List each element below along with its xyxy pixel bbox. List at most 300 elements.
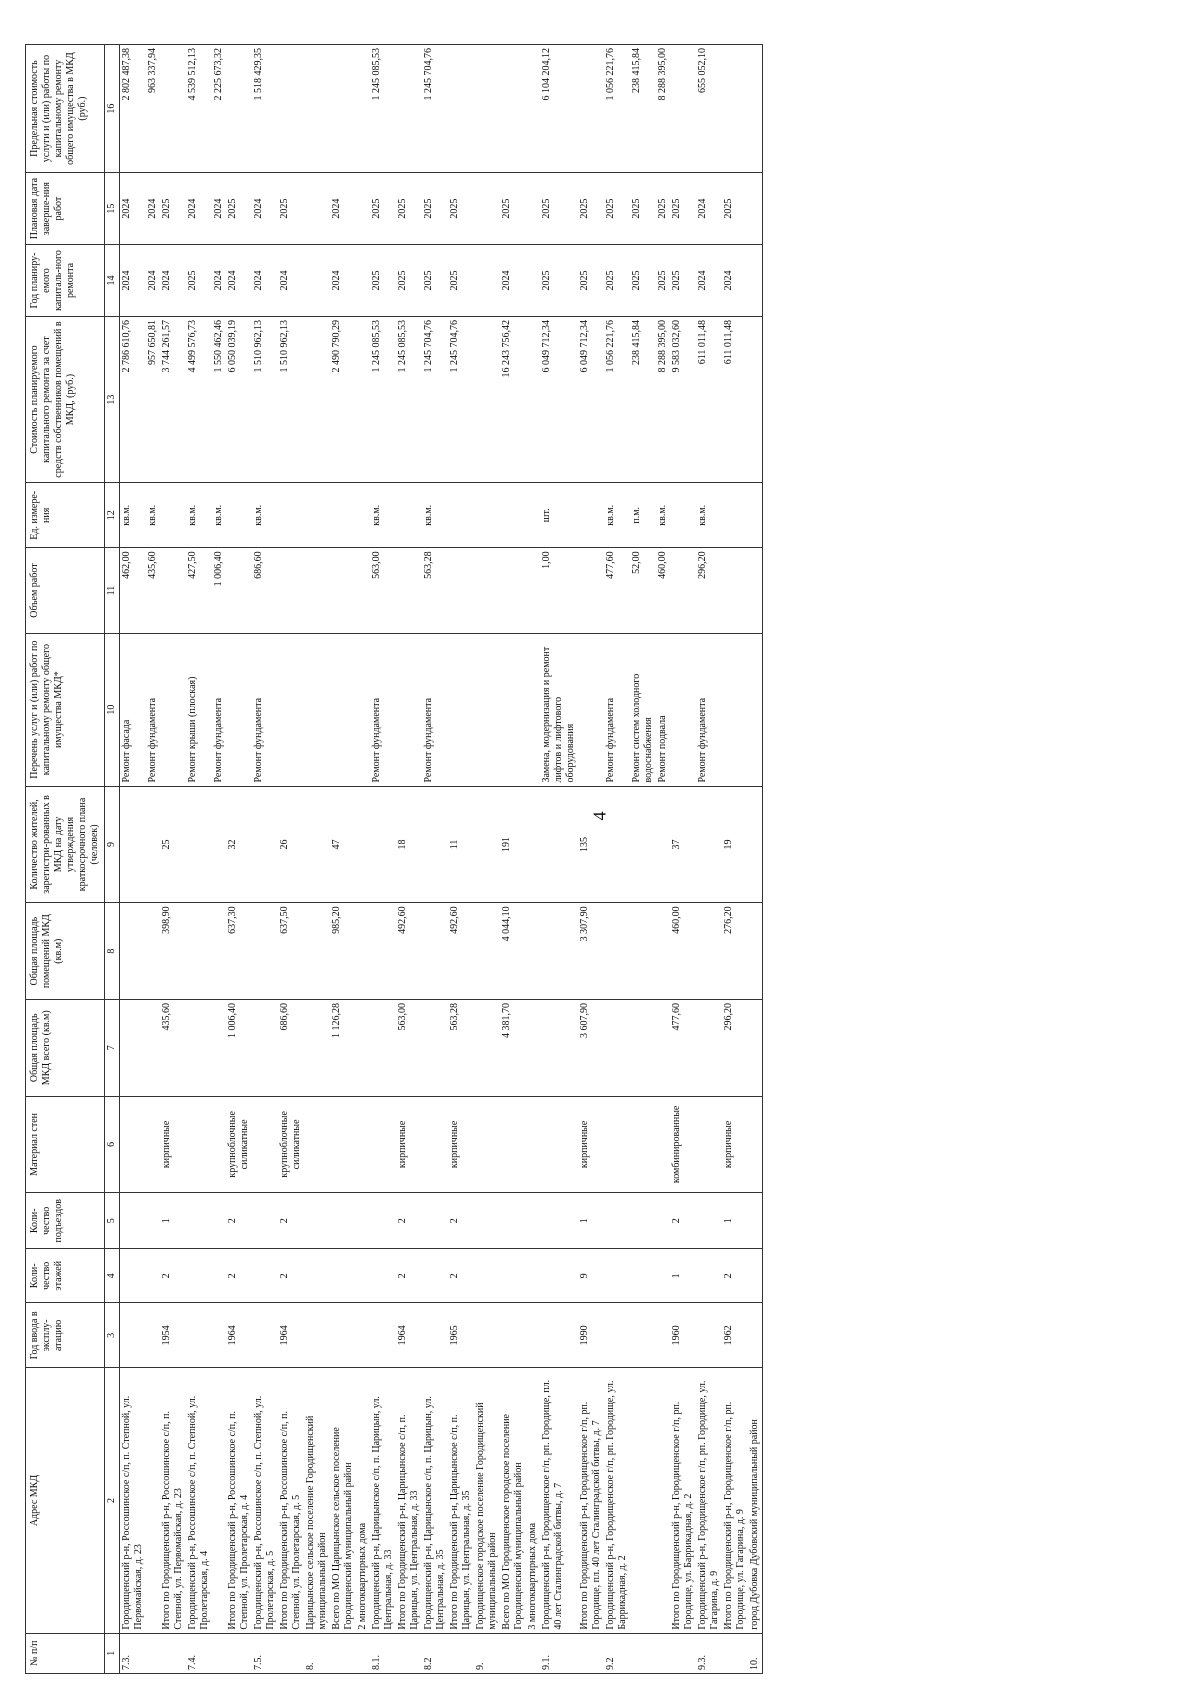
table-row [252, 44, 278, 1673]
table-row [448, 44, 474, 1673]
table-cell: 1 056 221,76 [604, 44, 630, 172]
table-cell [474, 44, 500, 172]
table-cell [146, 1302, 160, 1367]
table-cell: 2024 [212, 172, 226, 244]
column-header: Год планиру-емого капиталь-ного ремонта [26, 244, 105, 316]
table-cell [526, 1248, 540, 1302]
table-cell: 2024 [252, 172, 278, 244]
table-cell [748, 786, 763, 903]
table-cell [212, 1302, 226, 1367]
table-cell [370, 999, 396, 1096]
table-cell [474, 1302, 500, 1367]
table-cell [370, 1192, 396, 1248]
table-cell: Ремонт систем холодного водоснабжения [630, 633, 656, 786]
table-cell: 9. [474, 1633, 500, 1673]
table-cell: 2 [396, 1192, 422, 1248]
table-cell: Ремонт фундамента [252, 633, 278, 786]
table-cell: кв.м. [656, 482, 670, 547]
table-cell: 477,60 [604, 547, 630, 632]
table-cell [748, 172, 763, 244]
table-cell: 963 337,94 [146, 44, 160, 172]
table-cell: 1 245 085,53 [370, 316, 396, 482]
table-cell: 427,50 [186, 547, 212, 632]
table-cell: Ремонт фундамента [422, 633, 448, 786]
table-cell: 2 [278, 1248, 304, 1302]
table-cell [370, 1096, 396, 1193]
table-cell [540, 786, 578, 903]
table-cell [370, 786, 396, 903]
table-cell: 1 245 085,53 [370, 44, 396, 172]
table-cell [160, 44, 186, 172]
column-number: 6 [105, 1096, 120, 1193]
table-cell: 238 415,84 [630, 316, 656, 482]
table-cell: 2024 [252, 244, 278, 316]
table-cell [500, 633, 526, 786]
table-cell: 2024 [120, 244, 147, 316]
table-cell [474, 244, 500, 316]
table-cell: 1960 [670, 1302, 696, 1367]
table-cell [226, 482, 252, 547]
table-cell [422, 1248, 448, 1302]
table-cell: 6 049 712,34 [578, 316, 604, 482]
table-cell: 2024 [500, 244, 526, 316]
table-cell [526, 633, 540, 786]
table-cell [670, 44, 696, 172]
table-cell [304, 999, 330, 1096]
table-cell: 8.2 [422, 1633, 448, 1673]
table-cell: 19 [722, 786, 748, 903]
table-cell: 135 [578, 786, 604, 903]
table-cell: 686,60 [278, 999, 304, 1096]
table-cell [526, 44, 540, 172]
table-cell [160, 547, 186, 632]
table-cell: Итого по Городищенский р-н, Россошинское с/п, п. Степной, ул. Пролетарская, д. 5 [278, 1367, 304, 1632]
table-cell [670, 547, 696, 632]
table-cell [304, 547, 330, 632]
table-cell: Ремонт фундамента [146, 633, 160, 786]
table-cell [356, 1248, 370, 1302]
table-cell [526, 786, 540, 903]
table-cell [722, 1633, 748, 1673]
table-cell: Ремонт крыши (плоская) [186, 633, 212, 786]
table-cell [356, 1633, 370, 1673]
table-cell: 1 245 704,76 [448, 316, 474, 482]
table-cell [330, 1096, 356, 1193]
table-cell: 2 [670, 1192, 696, 1248]
table-cell [252, 786, 278, 903]
table-cell: 398,90 [160, 902, 186, 999]
table-cell: Итого по Городищенский р-н, Царицынское с/п, п. Царицын, ул. Центральная, д. 33 [396, 1367, 422, 1632]
table-cell [474, 316, 500, 482]
table-cell [604, 999, 630, 1096]
table-cell: 2 225 673,32 [212, 44, 226, 172]
table-cell: 492,60 [396, 902, 422, 999]
table-cell: 2025 [722, 172, 748, 244]
table-cell [500, 1248, 526, 1302]
table-cell [370, 1248, 396, 1302]
table-cell [304, 1302, 330, 1367]
table-cell [304, 1096, 330, 1193]
table-row [212, 44, 226, 1673]
table-cell: Городищенский р-н, Россошинское с/п, п. Степной, ул. Пролетарская, д. 5 [252, 1367, 278, 1632]
table-cell [474, 633, 500, 786]
table-row [604, 44, 630, 1673]
table-cell [722, 547, 748, 632]
table-cell [670, 1633, 696, 1673]
table-cell [748, 244, 763, 316]
table-cell [120, 902, 147, 999]
table-cell [696, 1192, 722, 1248]
table-cell [448, 44, 474, 172]
table-cell [356, 547, 370, 632]
table-cell: Городищенское городское поселение Городищенский муниципальный район [474, 1367, 500, 1632]
table-cell: Итого по Городищенский р-н, Россошинское с/п, п. Степной, ул. Пролетарская, д. 4 [226, 1367, 252, 1632]
table-cell [186, 1192, 212, 1248]
table-cell [304, 316, 330, 482]
table-cell [656, 1096, 670, 1193]
table-cell: 686,60 [252, 547, 278, 632]
table-cell [500, 1096, 526, 1193]
column-number: 7 [105, 999, 120, 1096]
table-cell: крупноблочные силикатные [278, 1096, 304, 1193]
table-cell: 26 [278, 786, 304, 903]
table-cell: 2025 [630, 172, 656, 244]
table-cell [526, 172, 540, 244]
table-cell [356, 244, 370, 316]
table-cell: 2 [448, 1248, 474, 1302]
table-cell: 957 650,81 [146, 316, 160, 482]
table-cell: 1,00 [540, 547, 578, 632]
column-header: Объем работ [26, 547, 105, 632]
table-cell [722, 44, 748, 172]
table-cell [356, 786, 370, 903]
table-cell [226, 1633, 252, 1673]
table-cell [526, 244, 540, 316]
table-cell: 2024 [330, 172, 356, 244]
column-header: Предельная стоимость услуги и (или) работы по капитальному ремонту общего имущества в МКД (руб.) [26, 44, 105, 172]
table-cell [526, 902, 540, 999]
table-cell: 4 539 512,13 [186, 44, 212, 172]
table-cell: Всего по МО Царицынское сельское поселение Городищенский муниципальный район [330, 1367, 356, 1632]
table-cell: 1 245 085,53 [396, 316, 422, 482]
table-cell [146, 786, 160, 903]
table-row [630, 44, 656, 1673]
table-cell: 238 415,84 [630, 44, 656, 172]
table-cell [578, 482, 604, 547]
column-number: 11 [105, 547, 120, 632]
table-cell: 1 [722, 1192, 748, 1248]
table-cell [146, 1367, 160, 1632]
page-number: 4 [589, 811, 610, 821]
table-cell [330, 547, 356, 632]
table-cell [304, 1192, 330, 1248]
table-cell: кв.м. [696, 482, 722, 547]
table-cell: 1 006,40 [226, 999, 252, 1096]
table-cell [578, 44, 604, 172]
table-cell [186, 1248, 212, 1302]
table-cell [146, 1096, 160, 1193]
table-cell: 655 052,10 [696, 44, 722, 172]
table-cell [526, 1302, 540, 1367]
table-cell: 296,20 [696, 547, 722, 632]
table-cell: 2024 [146, 244, 160, 316]
table-cell [186, 902, 212, 999]
table-cell [474, 902, 500, 999]
table-cell [160, 1633, 186, 1673]
table-cell [252, 999, 278, 1096]
table-cell [448, 633, 474, 786]
table-cell: 2025 [656, 172, 670, 244]
table-cell [252, 902, 278, 999]
table-cell: 2024 [160, 244, 186, 316]
table-cell: 1 245 704,76 [422, 44, 448, 172]
table-cell: 6 050 039,19 [226, 316, 252, 482]
table-cell: 2024 [696, 244, 722, 316]
table-cell [278, 482, 304, 547]
table-cell: кирпичные [722, 1096, 748, 1193]
column-number: 14 [105, 244, 120, 316]
table-row [278, 44, 304, 1673]
table-cell [696, 1302, 722, 1367]
table-cell [356, 172, 370, 244]
table-cell [748, 902, 763, 999]
table-cell [422, 1302, 448, 1367]
table-cell [396, 44, 422, 172]
table-cell [656, 1633, 670, 1673]
table-cell: 296,20 [722, 999, 748, 1096]
table-cell [448, 482, 474, 547]
table-cell: 25 [160, 786, 186, 903]
table-cell [474, 547, 500, 632]
table-row [370, 44, 396, 1673]
table-cell: 1990 [578, 1302, 604, 1367]
table-cell: 1 510 962,13 [278, 316, 304, 482]
table-cell: 276,20 [722, 902, 748, 999]
table-cell: 1 [578, 1192, 604, 1248]
table-cell [578, 547, 604, 632]
table-cell [356, 1302, 370, 1367]
table-cell [330, 1248, 356, 1302]
table-row [474, 44, 500, 1673]
table-cell: Городищенский р-н, Царицынское с/п, п. Царицын, ул. Центральная, д. 35 [422, 1367, 448, 1632]
table-cell: 2024 [226, 244, 252, 316]
table-cell: 2025 [278, 172, 304, 244]
table-cell [540, 1096, 578, 1193]
table-cell: Городищенский р-н, Городищенское г/п, рп. Городище, ул. Гагарина, д. 9 [696, 1367, 722, 1632]
table-cell: 2025 [226, 172, 252, 244]
table-cell [304, 482, 330, 547]
table-cell: Итого по Городищенский р-н, Царицынское с/п, п. Царицын, ул. Центральная, д. 35 [448, 1367, 474, 1632]
table-cell [526, 999, 540, 1096]
table-cell [748, 547, 763, 632]
column-number: 4 [105, 1248, 120, 1302]
table-cell: 2024 [120, 172, 147, 244]
table-cell [370, 902, 396, 999]
table-cell [526, 1096, 540, 1193]
table-cell [500, 1302, 526, 1367]
table-cell: кв.м. [252, 482, 278, 547]
table-cell: 2025 [396, 172, 422, 244]
table-cell [474, 172, 500, 244]
column-header: Ед. измере-ния [26, 482, 105, 547]
table-cell [474, 1248, 500, 1302]
table-cell [304, 786, 330, 903]
table-cell: п.м. [630, 482, 656, 547]
table-cell [186, 999, 212, 1096]
column-header: № п/п [26, 1633, 105, 1673]
table-cell: кв.м. [146, 482, 160, 547]
column-header: Коли-чество подъездов [26, 1192, 105, 1248]
table-cell: 10. [748, 1633, 763, 1673]
table-cell: 2025 [370, 244, 396, 316]
table-cell: 3 многоквартирных дома [526, 1367, 540, 1632]
table-cell [630, 902, 656, 999]
table-cell [500, 1633, 526, 1673]
table-cell [526, 1633, 540, 1673]
table-cell: город Дубовка Дубовский муниципальный район [748, 1367, 763, 1632]
table-cell [540, 1192, 578, 1248]
table-row [146, 44, 160, 1673]
table-cell [604, 902, 630, 999]
table-cell: 2025 [578, 172, 604, 244]
table-cell: 7.3. [120, 1633, 147, 1673]
table-cell: Ремонт фундамента [370, 633, 396, 786]
table-cell: 2 802 487,38 [120, 44, 147, 172]
table-cell [396, 633, 422, 786]
table-cell: 9.2 [604, 1633, 630, 1673]
table-cell [356, 999, 370, 1096]
table-row [500, 44, 526, 1673]
table-cell: Городищенский р-н, Городищенское г/п, рп. Городище, пл. 40 лет Сталинградской битвы, д. 7 [540, 1367, 578, 1632]
table-cell: Городищенский р-н, Россошинское с/п, п. Степной, ул. Первомайская, д. 23 [120, 1367, 147, 1632]
table-cell [656, 902, 670, 999]
table-cell [448, 547, 474, 632]
table-cell [304, 902, 330, 999]
table-cell: 3 744 261,57 [160, 316, 186, 482]
table-cell: кв.м. [186, 482, 212, 547]
table-cell: 1964 [396, 1302, 422, 1367]
table-cell: 8 288 395,00 [656, 44, 670, 172]
table-cell: 563,28 [422, 547, 448, 632]
table-cell: 2024 [212, 244, 226, 316]
table-row [696, 44, 722, 1673]
table-cell [540, 902, 578, 999]
table-row [578, 44, 604, 1673]
table-cell [448, 1633, 474, 1673]
table-cell: 4 044,10 [500, 902, 526, 999]
table-cell [278, 547, 304, 632]
header-row [26, 44, 105, 1673]
table-cell: 1 245 704,76 [422, 316, 448, 482]
table-cell [656, 1248, 670, 1302]
table-cell [212, 999, 226, 1096]
table-cell [748, 482, 763, 547]
column-header: Адрес МКД [26, 1367, 105, 1632]
table-cell: кв.м. [422, 482, 448, 547]
table-cell [120, 786, 147, 903]
table-cell [540, 999, 578, 1096]
table-row [670, 44, 696, 1673]
table-cell: 1 [670, 1248, 696, 1302]
table-cell [670, 633, 696, 786]
table-cell [748, 44, 763, 172]
column-header: Год ввода в эксплу-атацию [26, 1302, 105, 1367]
table-cell: 1 [160, 1192, 186, 1248]
table-cell: 6 104 204,12 [540, 44, 578, 172]
table-cell [330, 1302, 356, 1367]
table-cell: шт. [540, 482, 578, 547]
table-cell [540, 1302, 578, 1367]
table-cell [722, 482, 748, 547]
table-cell [500, 547, 526, 632]
table-cell: Ремонт фундамента [604, 633, 630, 786]
table-cell: кирпичные [578, 1096, 604, 1193]
table-cell: 1 518 429,35 [252, 44, 278, 172]
table-cell [278, 1633, 304, 1673]
table-cell [212, 1192, 226, 1248]
table-cell [278, 633, 304, 786]
table-cell [526, 316, 540, 482]
table-cell: 2 [278, 1192, 304, 1248]
table-cell: 2024 [722, 244, 748, 316]
table-cell: 462,00 [120, 547, 147, 632]
table-cell [396, 482, 422, 547]
table-cell [630, 1633, 656, 1673]
table-cell: Ремонт подвала [656, 633, 670, 786]
table-cell: 2 [226, 1192, 252, 1248]
table-cell: 7.4. [186, 1633, 212, 1673]
table-cell [696, 1096, 722, 1193]
table-cell [212, 1248, 226, 1302]
table-cell [578, 1633, 604, 1673]
table-cell [500, 482, 526, 547]
table-cell: 9 [578, 1248, 604, 1302]
table-cell [748, 1248, 763, 1302]
table-cell [474, 482, 500, 547]
table-cell: 2025 [578, 244, 604, 316]
table-cell: 8. [304, 1633, 330, 1673]
table-cell [120, 1248, 147, 1302]
table-cell [422, 786, 448, 903]
table-cell: 9.1. [540, 1633, 578, 1673]
table-cell [356, 633, 370, 786]
table-cell [748, 1096, 763, 1193]
table-cell: 2025 [500, 172, 526, 244]
table-cell [120, 999, 147, 1096]
table-cell [396, 1633, 422, 1673]
table-cell [226, 547, 252, 632]
table-cell: 2025 [422, 244, 448, 316]
table-cell: 1 126,28 [330, 999, 356, 1096]
table-cell: 2025 [370, 172, 396, 244]
table-cell: кв.м. [370, 482, 396, 547]
column-header: Перечень услуг и (или) работ по капитальному ремонту общего имущества МКД* [26, 633, 105, 786]
table-cell: 2024 [330, 244, 356, 316]
column-number: 13 [105, 316, 120, 482]
table-cell: Ремонт фундамента [696, 633, 722, 786]
table-cell [630, 1248, 656, 1302]
table-cell [356, 1096, 370, 1193]
table-cell: 4 381,70 [500, 999, 526, 1096]
table-cell [252, 1192, 278, 1248]
table-cell [422, 902, 448, 999]
table-cell [656, 1302, 670, 1367]
table-cell: 11 [448, 786, 474, 903]
table-cell: 2025 [186, 244, 212, 316]
table-cell: Замена, модернизация и ремонт лифтов и лифтового оборудования [540, 633, 578, 786]
table-cell [696, 999, 722, 1096]
table-cell [748, 633, 763, 786]
